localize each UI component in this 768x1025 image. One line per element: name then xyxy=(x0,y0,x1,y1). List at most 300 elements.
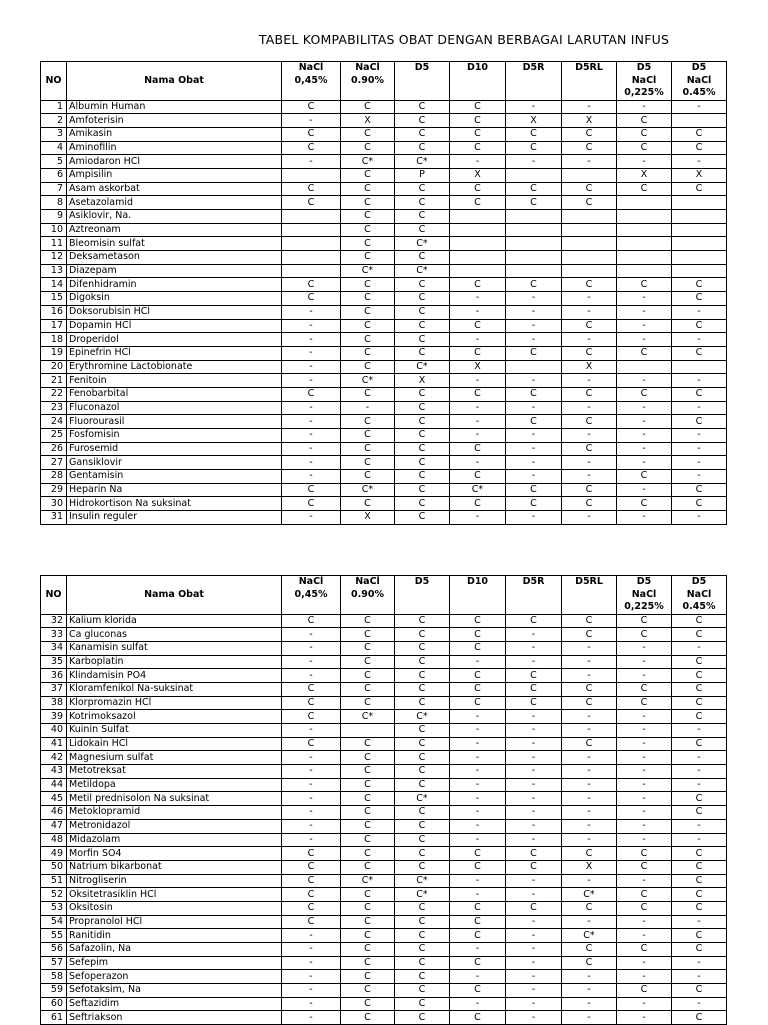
compat-cell: X xyxy=(672,168,727,182)
compat-cell: - xyxy=(282,984,341,998)
compat-cell: C xyxy=(617,141,672,155)
compat-cell: C xyxy=(282,278,341,292)
table-row xyxy=(41,497,727,511)
compat-cell: C xyxy=(672,888,727,902)
row-number: 3 xyxy=(41,127,67,141)
compat-cell: - xyxy=(506,819,562,833)
compat-cell: C xyxy=(282,847,341,861)
compat-cell xyxy=(506,210,562,224)
table-row xyxy=(41,956,727,970)
compat-cell: - xyxy=(282,819,341,833)
drug-name: Sefepim xyxy=(67,956,282,970)
compat-cell xyxy=(617,360,672,374)
compat-cell: C xyxy=(282,682,341,696)
table-row xyxy=(41,915,727,929)
compat-cell: - xyxy=(562,669,617,683)
compat-cell: - xyxy=(506,470,562,484)
row-number: 2 xyxy=(41,114,67,128)
compat-cell xyxy=(450,210,506,224)
compat-cell xyxy=(341,724,395,738)
compat-cell: C xyxy=(395,833,450,847)
compat-cell: - xyxy=(617,792,672,806)
compat-cell xyxy=(672,223,727,237)
row-number: 20 xyxy=(41,360,67,374)
compat-cell xyxy=(562,251,617,265)
compat-cell: C xyxy=(341,251,395,265)
compat-cell: - xyxy=(672,819,727,833)
drug-name: Ampisilin xyxy=(67,168,282,182)
table-row xyxy=(41,765,727,779)
compat-cell: - xyxy=(506,305,562,319)
compat-cell: - xyxy=(617,333,672,347)
compat-cell: - xyxy=(617,710,672,724)
drug-name: Amiodaron HCl xyxy=(67,155,282,169)
compat-cell xyxy=(506,237,562,251)
compat-cell: - xyxy=(450,888,506,902)
compat-cell: C xyxy=(341,860,395,874)
compat-cell: C xyxy=(672,1011,727,1025)
compat-cell: C* xyxy=(395,360,450,374)
table-row xyxy=(41,614,727,628)
row-number: 23 xyxy=(41,401,67,415)
compat-cell: C xyxy=(450,641,506,655)
header-d5: D5 xyxy=(395,576,450,615)
compat-cell: C xyxy=(341,696,395,710)
compat-cell: C xyxy=(672,901,727,915)
compat-cell: C xyxy=(672,737,727,751)
compat-cell: C xyxy=(672,182,727,196)
compat-cell: C xyxy=(341,669,395,683)
drug-name: Kanamisin sulfat xyxy=(67,641,282,655)
row-number: 33 xyxy=(41,628,67,642)
table-row xyxy=(41,710,727,724)
drug-name: Fluconazol xyxy=(67,401,282,415)
drug-name: Insulin reguler xyxy=(67,511,282,525)
drug-name: Ca gluconas xyxy=(67,628,282,642)
compat-cell: C xyxy=(282,710,341,724)
drug-name: Natrium bikarbonat xyxy=(67,860,282,874)
drug-name: Droperidol xyxy=(67,333,282,347)
compat-cell: - xyxy=(617,305,672,319)
table-row xyxy=(41,943,727,957)
compat-cell: C xyxy=(506,346,562,360)
compat-cell: - xyxy=(562,724,617,738)
compat-cell: - xyxy=(562,792,617,806)
compat-cell: C xyxy=(282,737,341,751)
compat-cell: C xyxy=(395,305,450,319)
compat-cell: - xyxy=(506,943,562,957)
compat-cell: - xyxy=(617,641,672,655)
compat-cell: - xyxy=(282,792,341,806)
compat-cell: - xyxy=(506,956,562,970)
compat-cell: C xyxy=(282,901,341,915)
row-number: 53 xyxy=(41,901,67,915)
compat-cell: C xyxy=(341,141,395,155)
compat-cell: C xyxy=(562,483,617,497)
compat-cell xyxy=(562,223,617,237)
row-number: 47 xyxy=(41,819,67,833)
compat-cell xyxy=(282,264,341,278)
table-row xyxy=(41,819,727,833)
compat-cell: C xyxy=(450,114,506,128)
compat-cell: C xyxy=(395,141,450,155)
compat-cell: C xyxy=(562,278,617,292)
compat-cell: - xyxy=(672,374,727,388)
compat-cell: C xyxy=(672,483,727,497)
row-number: 31 xyxy=(41,511,67,525)
compat-cell: - xyxy=(282,114,341,128)
compat-cell: C xyxy=(450,956,506,970)
header-d5rl: D5RL xyxy=(562,62,617,101)
compat-cell: - xyxy=(450,874,506,888)
compat-cell: - xyxy=(562,751,617,765)
compat-cell: C* xyxy=(395,710,450,724)
header-d5-nacl-045: D5 NaCl 0.45% xyxy=(672,576,727,615)
header-nacl-045: NaCl 0,45% xyxy=(282,62,341,101)
compat-cell: X xyxy=(562,860,617,874)
compat-cell: - xyxy=(506,442,562,456)
compat-cell: C xyxy=(562,901,617,915)
drug-name: Diazepam xyxy=(67,264,282,278)
compat-cell: - xyxy=(282,724,341,738)
compat-cell: - xyxy=(617,765,672,779)
compat-cell: C xyxy=(282,696,341,710)
compat-cell: C xyxy=(562,182,617,196)
compat-cell: C xyxy=(341,1011,395,1025)
drug-name: Fluorourasil xyxy=(67,415,282,429)
compat-cell: - xyxy=(617,511,672,525)
compat-cell: C* xyxy=(562,929,617,943)
compat-cell: X xyxy=(395,374,450,388)
compat-cell: C xyxy=(450,614,506,628)
drug-name: Morfin SO4 xyxy=(67,847,282,861)
table-row xyxy=(41,751,727,765)
compat-cell: - xyxy=(506,833,562,847)
compat-cell: - xyxy=(617,737,672,751)
compat-cell: C xyxy=(562,847,617,861)
compat-cell: C xyxy=(341,196,395,210)
compat-cell: C xyxy=(617,470,672,484)
compat-cell: - xyxy=(672,100,727,114)
row-number: 40 xyxy=(41,724,67,738)
compat-cell: - xyxy=(282,415,341,429)
compat-cell: C* xyxy=(450,483,506,497)
compat-cell: X xyxy=(341,114,395,128)
table-row xyxy=(41,360,727,374)
row-number: 14 xyxy=(41,278,67,292)
compat-cell: C xyxy=(341,319,395,333)
drug-name: Epinefrin HCl xyxy=(67,346,282,360)
compat-cell: - xyxy=(672,456,727,470)
compat-cell: - xyxy=(562,874,617,888)
compat-cell: C xyxy=(395,456,450,470)
table-row xyxy=(41,442,727,456)
row-number: 16 xyxy=(41,305,67,319)
compat-cell: - xyxy=(617,456,672,470)
row-number: 35 xyxy=(41,655,67,669)
compat-cell: - xyxy=(282,641,341,655)
compat-cell xyxy=(506,360,562,374)
compat-cell: C xyxy=(395,943,450,957)
table-row xyxy=(41,319,727,333)
compat-cell: - xyxy=(672,751,727,765)
compat-cell: C xyxy=(617,614,672,628)
compat-cell: C* xyxy=(395,155,450,169)
compat-cell: C xyxy=(562,943,617,957)
compat-cell: - xyxy=(282,511,341,525)
compat-cell: - xyxy=(282,470,341,484)
compat-cell: C xyxy=(562,127,617,141)
compat-cell: C xyxy=(282,292,341,306)
table-row xyxy=(41,641,727,655)
compat-cell: C xyxy=(672,710,727,724)
compat-cell: C xyxy=(450,915,506,929)
compat-cell: C xyxy=(395,970,450,984)
row-number: 29 xyxy=(41,483,67,497)
compat-cell: C xyxy=(617,696,672,710)
compat-cell: C xyxy=(341,497,395,511)
compat-cell: C xyxy=(395,223,450,237)
compat-cell: C xyxy=(395,114,450,128)
drug-name: Metildopa xyxy=(67,778,282,792)
compat-cell: C xyxy=(282,182,341,196)
compat-cell: - xyxy=(450,943,506,957)
compat-cell: X xyxy=(562,360,617,374)
compat-cell: C xyxy=(506,682,562,696)
row-number: 13 xyxy=(41,264,67,278)
compat-cell xyxy=(506,264,562,278)
compat-cell: C xyxy=(395,442,450,456)
compat-cell: C xyxy=(672,847,727,861)
header-nacl-090: NaCl 0.90% xyxy=(341,576,395,615)
compat-cell: - xyxy=(282,155,341,169)
compat-cell: C xyxy=(395,511,450,525)
row-number: 55 xyxy=(41,929,67,943)
compat-cell: C xyxy=(341,778,395,792)
compat-cell: C xyxy=(341,929,395,943)
compat-cell: - xyxy=(617,819,672,833)
row-number: 30 xyxy=(41,497,67,511)
compat-cell: C xyxy=(562,737,617,751)
compat-cell: - xyxy=(450,155,506,169)
compat-cell: - xyxy=(672,956,727,970)
row-number: 54 xyxy=(41,915,67,929)
row-number: 24 xyxy=(41,415,67,429)
compat-cell: - xyxy=(672,778,727,792)
compat-cell: - xyxy=(506,628,562,642)
compat-cell: C xyxy=(341,346,395,360)
compat-cell xyxy=(282,168,341,182)
compat-cell: - xyxy=(506,997,562,1011)
compat-cell: C xyxy=(341,168,395,182)
compat-cell: C xyxy=(395,497,450,511)
compat-cell: - xyxy=(617,292,672,306)
compat-cell: - xyxy=(672,724,727,738)
compat-cell: - xyxy=(506,100,562,114)
compat-cell xyxy=(617,223,672,237)
compat-cell: C xyxy=(562,442,617,456)
drug-name: Sefoperazon xyxy=(67,970,282,984)
compat-cell: C xyxy=(395,292,450,306)
header-d5: D5 xyxy=(395,62,450,101)
compat-cell: C xyxy=(617,278,672,292)
compat-cell: - xyxy=(506,970,562,984)
compat-cell: C xyxy=(506,415,562,429)
compat-cell: - xyxy=(617,970,672,984)
compat-cell: - xyxy=(450,429,506,443)
compat-cell: - xyxy=(282,456,341,470)
row-number: 19 xyxy=(41,346,67,360)
table-row xyxy=(41,511,727,525)
compat-cell: C xyxy=(395,251,450,265)
compat-cell xyxy=(672,114,727,128)
row-number: 41 xyxy=(41,737,67,751)
compat-cell: - xyxy=(562,778,617,792)
compat-cell: C xyxy=(341,442,395,456)
drug-name: Kotrimoksazol xyxy=(67,710,282,724)
compat-cell: C xyxy=(450,141,506,155)
compat-cell: - xyxy=(282,970,341,984)
compat-cell: - xyxy=(617,806,672,820)
compat-cell: C xyxy=(395,997,450,1011)
compat-cell: C xyxy=(672,497,727,511)
row-number: 44 xyxy=(41,778,67,792)
compat-cell: C xyxy=(617,346,672,360)
compat-cell: - xyxy=(282,778,341,792)
compat-cell: - xyxy=(282,833,341,847)
compat-cell: C xyxy=(395,483,450,497)
compat-cell: C xyxy=(395,655,450,669)
compat-cell: C xyxy=(562,141,617,155)
compat-cell: C xyxy=(562,319,617,333)
row-number: 36 xyxy=(41,669,67,683)
compat-cell: - xyxy=(282,360,341,374)
table-row xyxy=(41,278,727,292)
compat-cell: C xyxy=(341,614,395,628)
compat-cell: C xyxy=(395,401,450,415)
compat-cell xyxy=(562,168,617,182)
compat-cell: - xyxy=(506,778,562,792)
table-row xyxy=(41,237,727,251)
compat-cell: C* xyxy=(341,374,395,388)
compat-cell: C xyxy=(395,682,450,696)
compat-cell: - xyxy=(450,456,506,470)
compat-cell: - xyxy=(562,1011,617,1025)
row-number: 27 xyxy=(41,456,67,470)
compat-cell: C xyxy=(282,127,341,141)
compat-cell: - xyxy=(506,874,562,888)
drug-name: Aminofilin xyxy=(67,141,282,155)
compat-cell: - xyxy=(506,929,562,943)
drug-name: Amfoterisin xyxy=(67,114,282,128)
compat-cell: - xyxy=(672,155,727,169)
compat-cell: - xyxy=(617,833,672,847)
row-number: 39 xyxy=(41,710,67,724)
compat-cell: C xyxy=(506,141,562,155)
row-number: 51 xyxy=(41,874,67,888)
compat-cell: - xyxy=(562,511,617,525)
compat-cell: - xyxy=(450,415,506,429)
compat-cell: C xyxy=(395,387,450,401)
compat-cell: C xyxy=(506,182,562,196)
row-number: 48 xyxy=(41,833,67,847)
compat-cell: C xyxy=(282,614,341,628)
compat-cell: - xyxy=(450,710,506,724)
row-number: 11 xyxy=(41,237,67,251)
compat-cell: C xyxy=(341,997,395,1011)
compat-cell xyxy=(672,264,727,278)
compat-cell: - xyxy=(672,915,727,929)
compat-cell: - xyxy=(672,333,727,347)
drug-name: Nitrogliserin xyxy=(67,874,282,888)
compat-cell: C xyxy=(450,319,506,333)
compat-cell: C xyxy=(506,669,562,683)
compat-cell xyxy=(450,264,506,278)
compat-cell: C xyxy=(617,888,672,902)
compat-cell: C xyxy=(450,929,506,943)
table-row xyxy=(41,182,727,196)
compat-cell xyxy=(450,223,506,237)
drug-name: Fenitoin xyxy=(67,374,282,388)
table-row xyxy=(41,860,727,874)
compat-cell: C xyxy=(672,319,727,333)
compat-cell: C xyxy=(506,901,562,915)
table-row xyxy=(41,970,727,984)
header-d5-nacl-0225: D5 NaCl 0,225% xyxy=(617,576,672,615)
compat-cell: C xyxy=(672,929,727,943)
compat-cell: - xyxy=(617,751,672,765)
compat-cell xyxy=(450,251,506,265)
compat-cell: - xyxy=(562,806,617,820)
drug-name: Fosfomisin xyxy=(67,429,282,443)
compat-cell: C xyxy=(395,669,450,683)
compat-cell: - xyxy=(506,751,562,765)
drug-name: Bleomisin sulfat xyxy=(67,237,282,251)
compat-cell: X xyxy=(617,168,672,182)
row-number: 56 xyxy=(41,943,67,957)
compat-cell: C xyxy=(450,346,506,360)
compat-cell: - xyxy=(506,765,562,779)
header-no: NO xyxy=(41,576,67,615)
table-row xyxy=(41,874,727,888)
compat-cell: - xyxy=(282,806,341,820)
drug-name: Seftazidim xyxy=(67,997,282,1011)
compat-cell: - xyxy=(450,333,506,347)
compat-cell: - xyxy=(506,655,562,669)
compat-cell: - xyxy=(562,470,617,484)
compat-cell: C* xyxy=(395,792,450,806)
compat-cell: - xyxy=(617,915,672,929)
header-d5-nacl-0225: D5 NaCl 0,225% xyxy=(617,62,672,101)
compat-cell: - xyxy=(562,641,617,655)
row-number: 57 xyxy=(41,956,67,970)
compat-cell xyxy=(506,251,562,265)
compat-cell: - xyxy=(282,943,341,957)
compat-cell: C xyxy=(450,196,506,210)
drug-name: Kalium klorida xyxy=(67,614,282,628)
compat-cell: X xyxy=(562,114,617,128)
compat-cell: - xyxy=(562,100,617,114)
compat-cell: C xyxy=(617,984,672,998)
compat-cell: C xyxy=(395,346,450,360)
table-row xyxy=(41,401,727,415)
compat-cell: C xyxy=(395,470,450,484)
compat-cell: C xyxy=(450,696,506,710)
compat-cell: C xyxy=(395,319,450,333)
compat-cell: - xyxy=(282,319,341,333)
compat-cell xyxy=(562,264,617,278)
compat-cell: C xyxy=(282,100,341,114)
